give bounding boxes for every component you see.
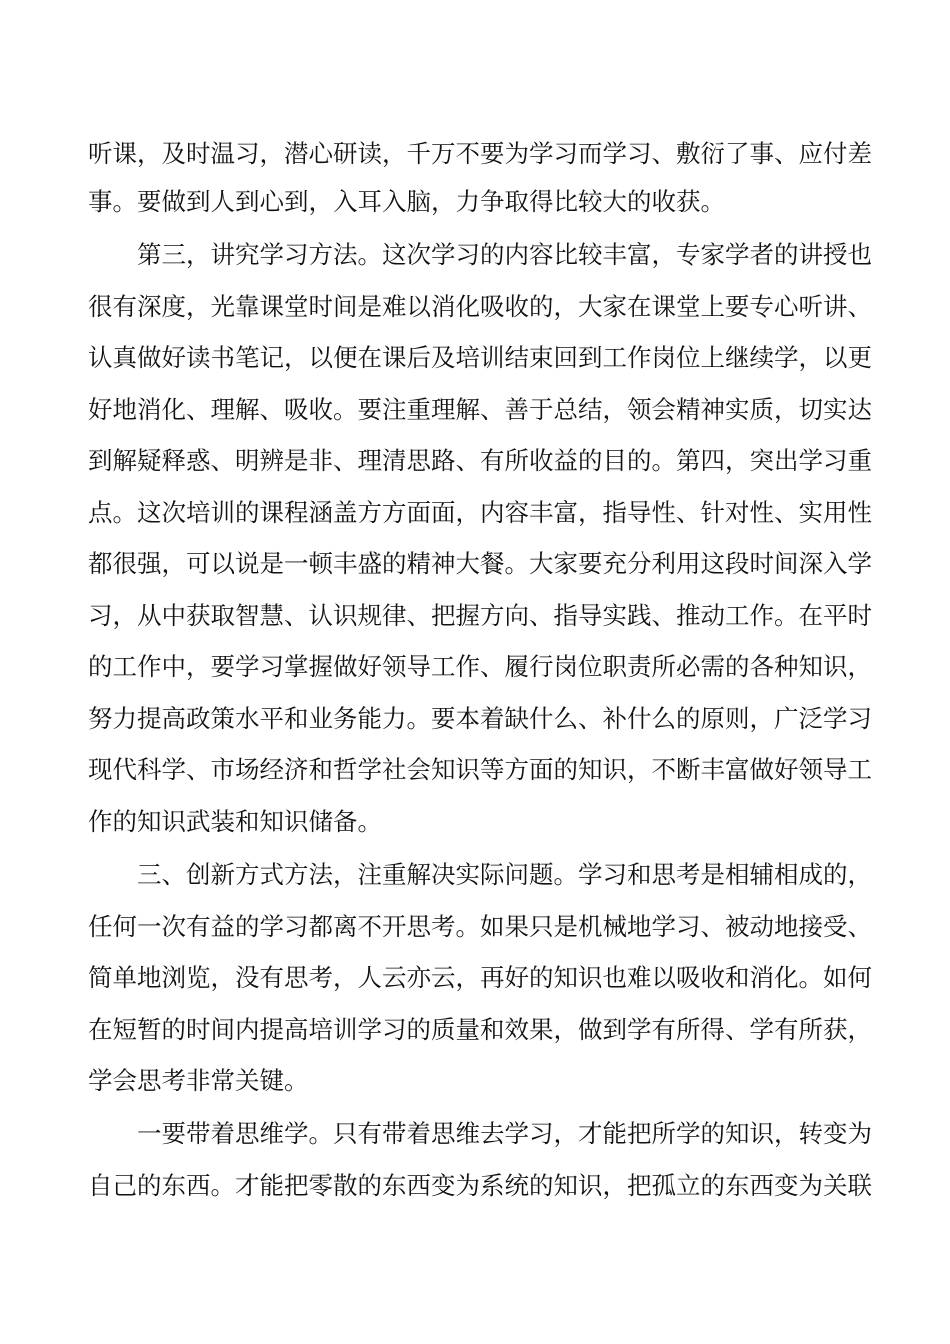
text-line: 认真做好读书笔记，以便在课后及培训结束回到工作岗位上继续学，以更 <box>88 343 872 372</box>
text-line: 都很强，可以说是一顿丰盛的精神大餐。大家要充分利用这段时间深入学 <box>88 549 872 578</box>
text-line: 点。这次培训的课程涵盖方方面面，内容丰富，指导性、针对性、实用性 <box>88 498 872 527</box>
text-line: 自己的东西。才能把零散的东西变为系统的知识，把孤立的东西变为关联 <box>88 1171 872 1200</box>
text-line: 作的知识武装和知识储备。 <box>88 807 382 836</box>
text-line: 习，从中获取智慧、认识规律、把握方向、指导实践、推动工作。在平时 <box>88 601 872 630</box>
text-line: 到解疑释惑、明辨是非、理清思路、有所收益的目的。第四，突出学习重 <box>88 446 872 475</box>
text-line: 事。要做到人到心到，入耳入脑，力争取得比较大的收获。 <box>88 187 725 216</box>
text-line: 学会思考非常关键。 <box>88 1066 309 1095</box>
text-line: 努力提高政策水平和业务能力。要本着缺什么、补什么的原则，广泛学习 <box>88 704 872 733</box>
paragraph-first-line: 一要带着思维学。只有带着思维去学习，才能把所学的知识，转变为 <box>137 1119 872 1148</box>
text-line: 任何一次有益的学习都离不开思考。如果只是机械地学习、被动地接受、 <box>88 912 872 941</box>
text-line: 现代科学、市场经济和哲学社会知识等方面的知识，不断丰富做好领导工 <box>88 755 872 784</box>
text-line: 听课，及时温习，潜心研读，千万不要为学习而学习、敷衍了事、应付差 <box>88 139 872 168</box>
text-line: 好地消化、理解、吸收。要注重理解、善于总结，领会精神实质，切实达 <box>88 395 872 424</box>
text-line: 的工作中，要学习掌握做好领导工作、履行岗位职责所必需的各种知识， <box>88 652 872 681</box>
text-line: 简单地浏览，没有思考，人云亦云，再好的知识也难以吸收和消化。如何 <box>88 963 872 992</box>
paragraph-first-line: 三、创新方式方法，注重解决实际问题。学习和思考是相辅相成的， <box>137 860 872 889</box>
text-line: 在短暂的时间内提高培训学习的质量和效果，做到学有所得、学有所获， <box>88 1015 872 1044</box>
text-line: 很有深度，光靠课堂时间是难以消化吸收的，大家在课堂上要专心听讲、 <box>88 292 872 321</box>
paragraph-first-line: 第三，讲究学习方法。这次学习的内容比较丰富，专家学者的讲授也 <box>137 240 872 269</box>
